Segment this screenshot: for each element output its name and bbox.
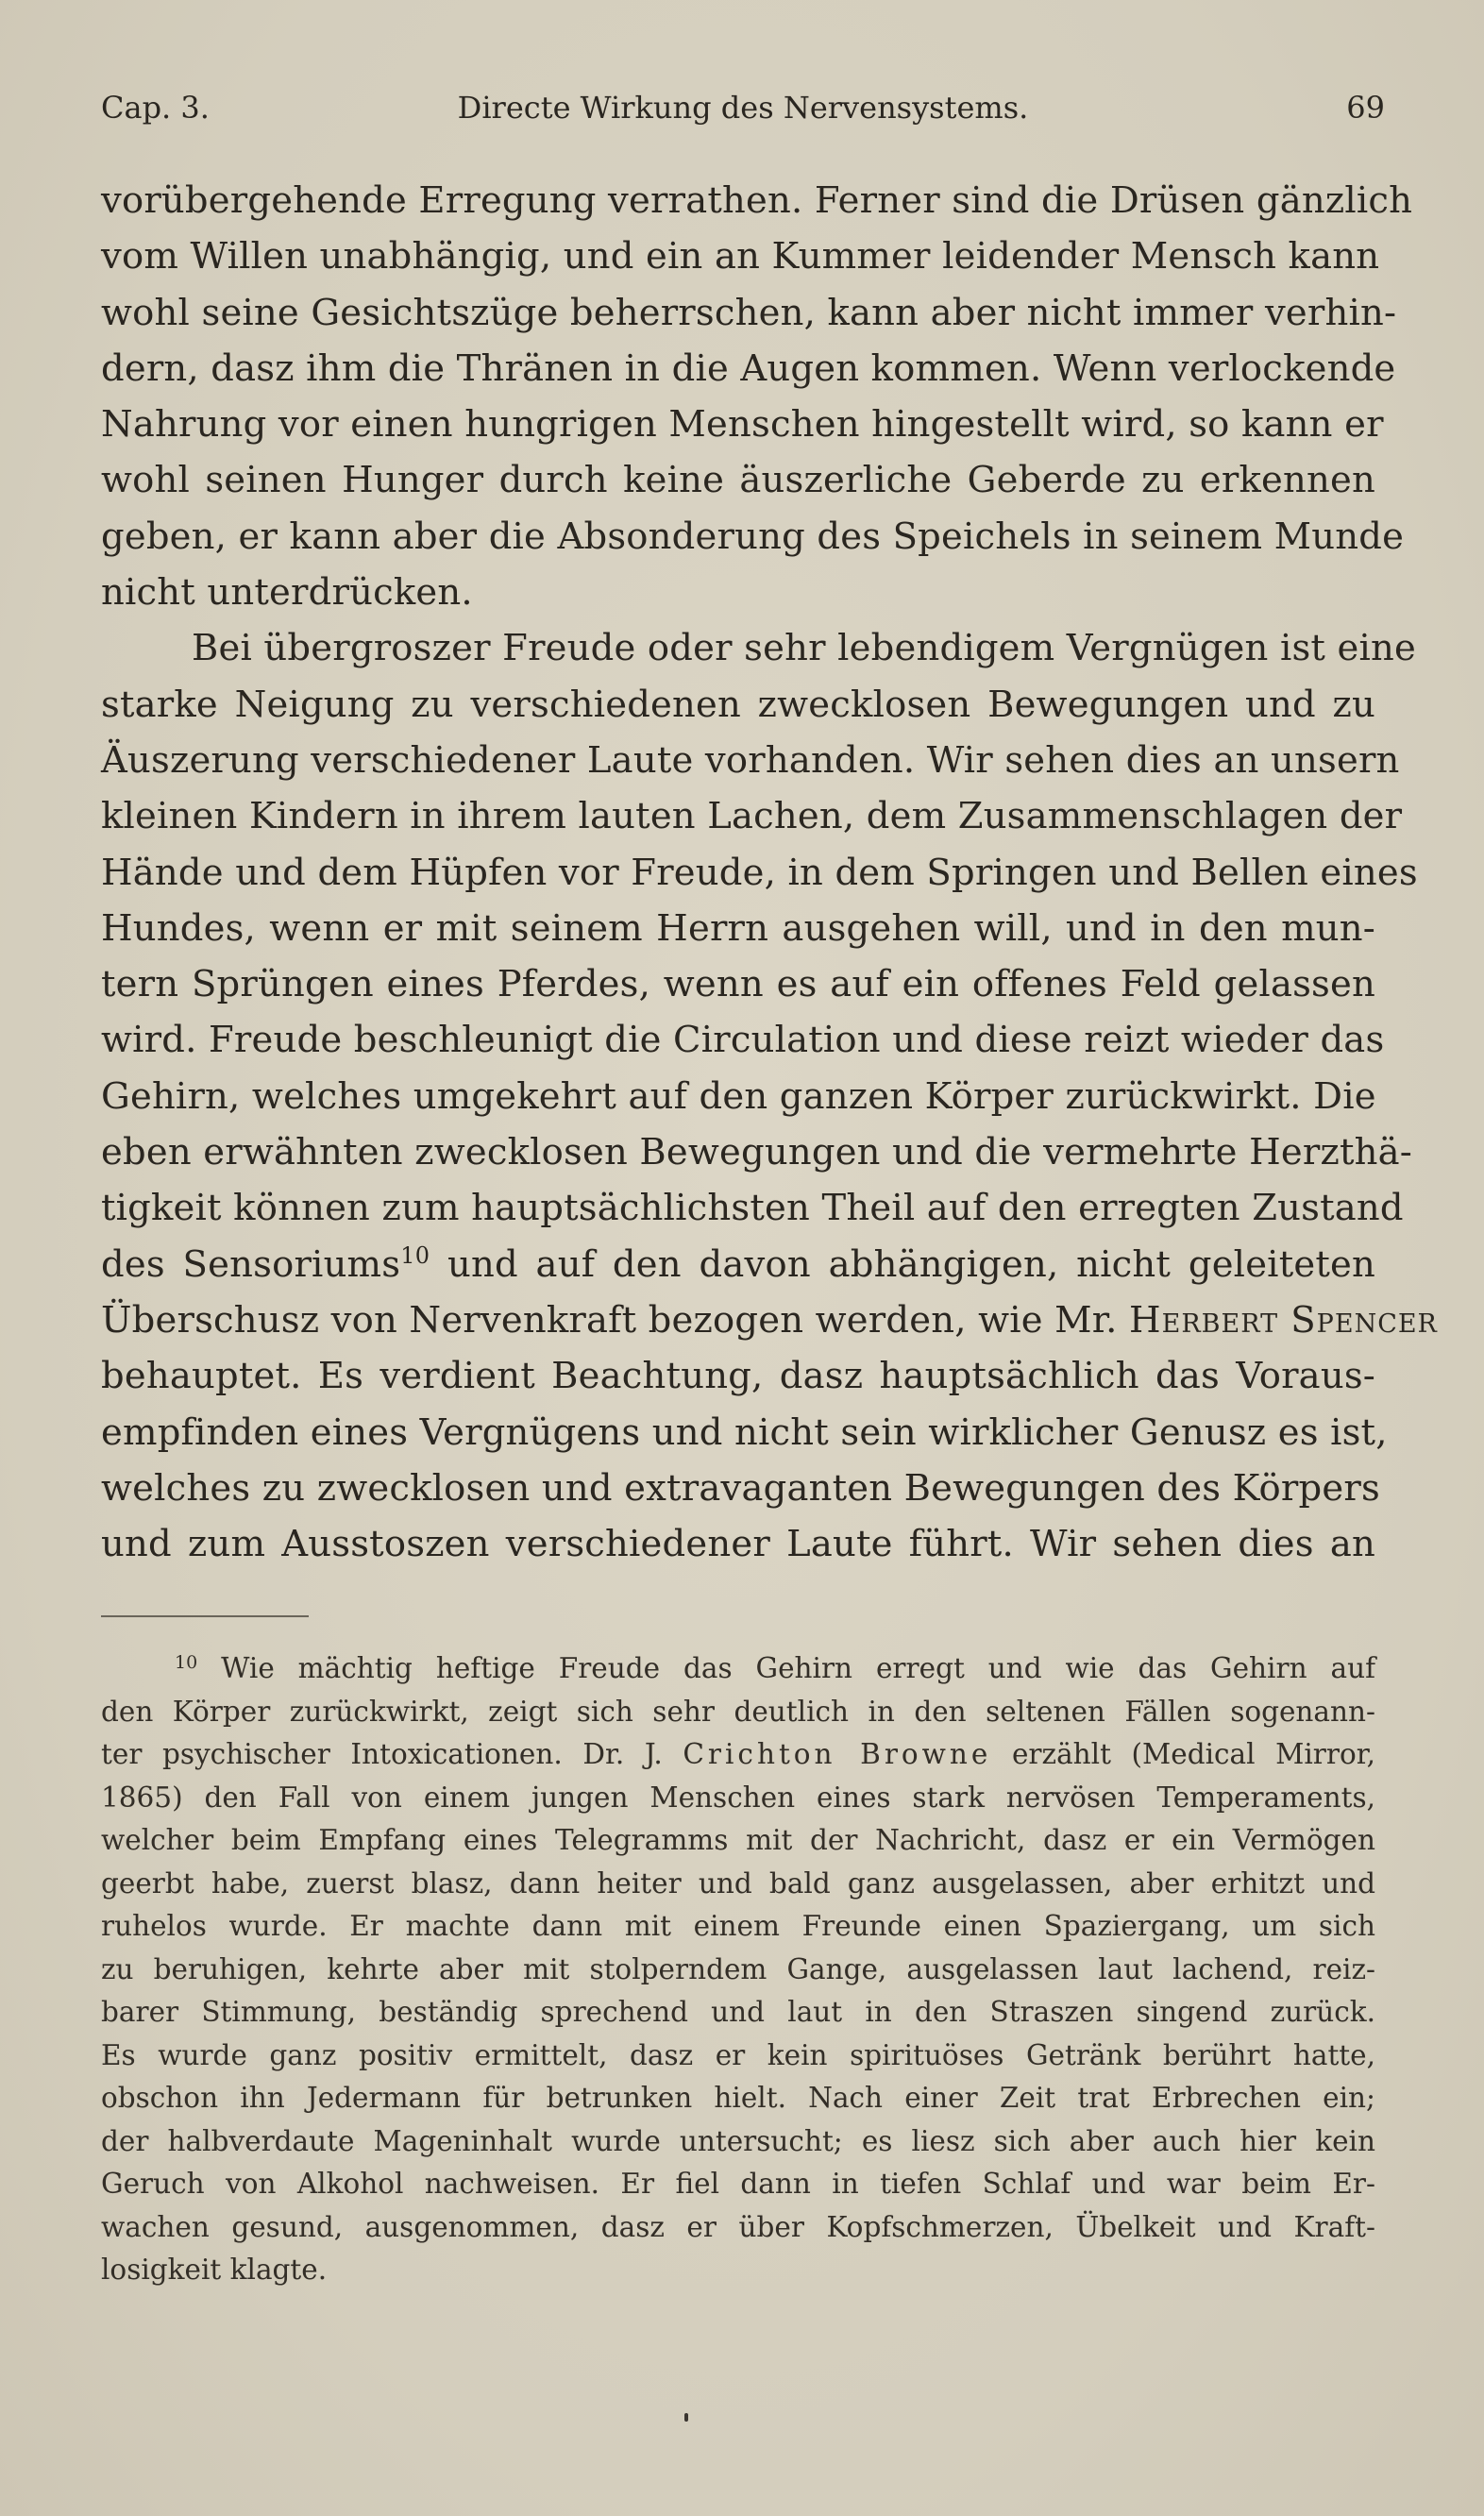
footnote-line: ruhelos wurde. Er machte dann mit einem Freunde einen Spaziergang, um sich (101, 1910, 1375, 1942)
text-line: wohl seine Gesichtszüge beherrschen, kann aber nicht immer verhin- (101, 291, 1397, 334)
text-line: eben erwähnten zwecklosen Bewegungen und die vermehrte Herzthä- (101, 1131, 1412, 1174)
ink-speck (684, 2413, 688, 2422)
text-line: Hände und dem Hüpfen vor Freude, in dem Springen und Bellen eines (101, 851, 1418, 894)
footnote-line: zu beruhigen, kehrte aber mit stolperndem Gange, ausgelassen laut lachend, reiz- (101, 1952, 1375, 1985)
text-line: Gehirn, welches umgekehrt auf den ganzen Körper zurückwirkt. Die (101, 1074, 1376, 1118)
text-line: dern, dasz ihm die Thränen in die Augen kommen. Wenn verlockende (101, 346, 1396, 390)
footnote-line: geerbt habe, zuerst blasz, dann heiter und bald ganz ausgelassen, aber erhitzt und (101, 1866, 1375, 1900)
footnote-rule (101, 1615, 309, 1617)
text-segment: Wie mächtig heftige Freude das Gehirn erregt und wie das Gehirn auf (221, 1652, 1375, 1684)
text-segment: und auf den davon abhängigen, nicht geleiteten (430, 1242, 1375, 1286)
author-name: Herbert Spencer (1129, 1298, 1438, 1342)
text-line: Hundes, wenn er mit seinem Herrn ausgehen will, und in den mun- (101, 906, 1375, 950)
text-line: nicht unterdrücken. (101, 571, 473, 615)
footnote-line (101, 1733, 1375, 1777)
text-segment: Überschusz von Nervenkraft bezogen werden, wie Mr. (101, 1298, 1130, 1342)
page-number: 69 (1346, 90, 1385, 126)
text-line: vorübergehende Erregung verrathen. Ferner sind die Drüsen gänzlich (101, 179, 1413, 222)
text-line (101, 1292, 1438, 1348)
footnote-mark: 10 (175, 1652, 198, 1673)
text-segment: ter psychischer Intoxicationen. Dr. J. (101, 1738, 683, 1770)
text-line: behauptet. Es verdient Beachtung, dasz hauptsächlich das Voraus- (101, 1355, 1375, 1398)
text-line: vom Willen unabhängig, und ein an Kummer leidender Mensch kann (101, 235, 1380, 279)
footnote-line: Es wurde ganz positiv ermittelt, dasz er kein spirituöses Getränk berührt hatte, (101, 2038, 1375, 2071)
text-line: Äuszerung verschiedener Laute vorhanden. Wir sehen dies an unsern (101, 738, 1400, 782)
author-name: Crichton Browne (683, 1738, 992, 1770)
chapter-label: Cap. 3. (101, 90, 210, 126)
text-line: empfinden eines Vergnügens und nicht sein wirklicher Genusz es ist, (101, 1410, 1388, 1454)
footnote-line: losigkeit klagte. (101, 2254, 328, 2286)
footnote-line (101, 1647, 1375, 1691)
footnote-line: der halbverdaute Mageninhalt wurde untersucht; es liesz sich aber auch hier kein (101, 2124, 1375, 2157)
text-line: kleinen Kindern in ihrem lauten Lachen, dem Zusammenschlagen der (101, 795, 1403, 838)
main-text (101, 173, 1438, 1572)
footnote-reference[interactable]: 10 (400, 1241, 430, 1269)
footnote-line: den Körper zurückwirkt, zeigt sich sehr deutlich in den seltenen Fällen sogenann- (101, 1695, 1375, 1728)
text-line: wohl seinen Hunger durch keine äuszerliche Geberde zu erkennen (101, 459, 1375, 502)
footnote-line: wachen gesund, ausgenommen, dasz er über Kopfschmerzen, Übelkeit und Kraft- (101, 2210, 1375, 2243)
text-segment: erzählt (Medical Mirror, (991, 1738, 1375, 1770)
footnote (101, 1647, 1375, 2292)
footnote-line: 1865) den Fall von einem jungen Menschen eines stark nervösen Temperaments, (101, 1781, 1375, 1814)
footnote-line: obschon ihn Jedermann für betrunken hielt. Nach einer Zeit trat Erbrechen ein; (101, 2082, 1375, 2114)
running-title: Directe Wirkung des Nervensystems. (457, 90, 1029, 126)
text-segment: des Sensoriums (101, 1242, 401, 1286)
footnote-line: welcher beim Empfang eines Telegramms mit der Nachricht, dasz er ein Vermögen (101, 1824, 1375, 1856)
text-line: tigkeit können zum hauptsächlichsten Theil auf den erregten Zustand (101, 1187, 1404, 1230)
text-line: Nahrung vor einen hungrigen Menschen hingestellt wird, so kann er (101, 403, 1384, 447)
footnote-line: Geruch von Alkohol nachweisen. Er fiel dann in tiefen Schlaf und war beim Er- (101, 2168, 1375, 2200)
text-line: und zum Ausstoszen verschiedener Laute führt. Wir sehen dies an (101, 1523, 1375, 1566)
text-line (101, 1237, 1375, 1292)
paragraph-start: Bei übergroszer Freude oder sehr lebendigem Vergnügen ist eine (192, 627, 1417, 670)
text-line: starke Neigung zu verschiedenen zwecklosen Bewegungen und zu (101, 683, 1375, 726)
running-head (101, 90, 1385, 137)
text-line: wird. Freude beschleunigt die Circulation und diese reizt wieder das (101, 1019, 1385, 1062)
text-line: geben, er kann aber die Absonderung des Speichels in seinem Munde (101, 515, 1405, 558)
text-line: tern Sprüngen eines Pferdes, wenn es auf ein offenes Feld gelassen (101, 963, 1375, 1006)
footnote-line: barer Stimmung, beständig sprechend und laut in den Straszen singend zurück. (101, 1996, 1375, 2028)
text-line: welches zu zwecklosen und extravaganten Bewegungen des Körpers (101, 1466, 1380, 1510)
